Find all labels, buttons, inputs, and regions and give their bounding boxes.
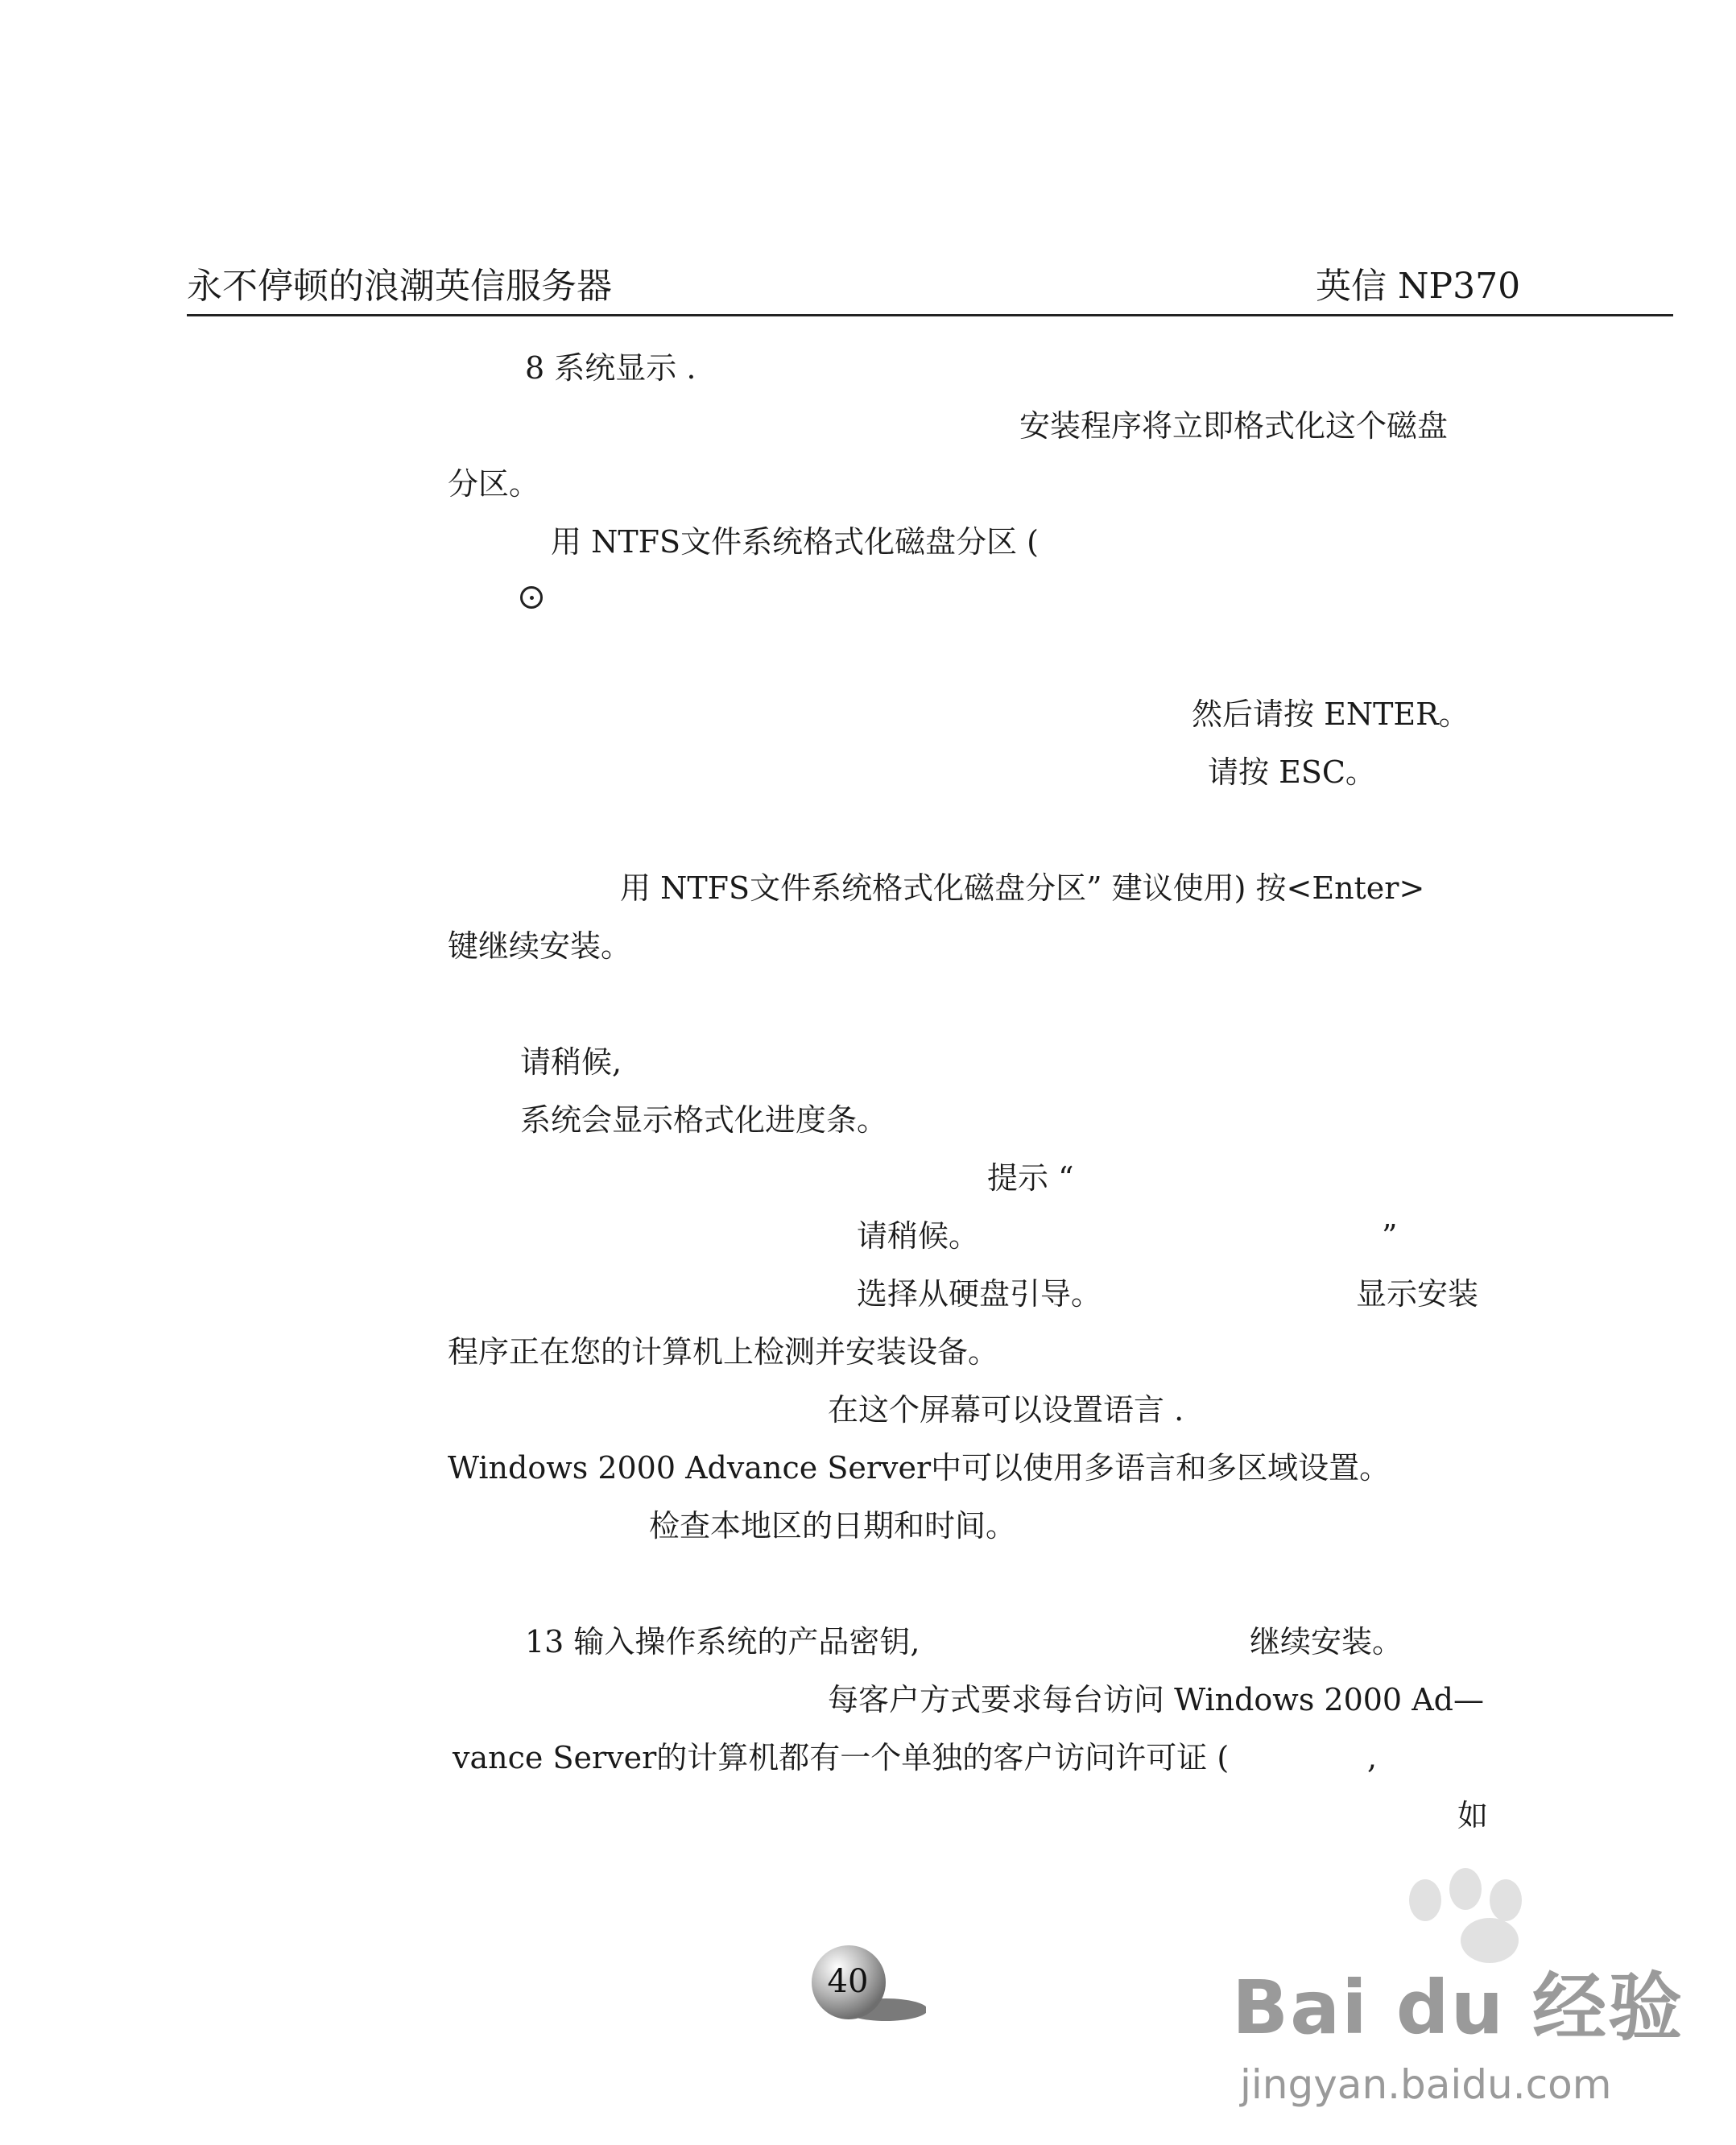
watermark-logo: Bai du 经验 (1232, 1965, 1684, 2051)
line-10: 系统会显示格式化进度条。 (520, 1102, 888, 1138)
line-6: 请按 ESC。 (1208, 754, 1376, 790)
line-11: 提示 “ (987, 1160, 1074, 1196)
line-18: 13 输入操作系统的产品密钥, (525, 1624, 920, 1659)
line-18b: 继续安装。 (1250, 1624, 1403, 1659)
line-17: 检查本地区的日期和时间。 (649, 1508, 1017, 1544)
line-20b: , (1367, 1740, 1378, 1775)
header-right-title: 英信 NP370 (1316, 266, 1521, 307)
header-left-title: 永不停顿的浪潮英信服务器 (187, 266, 612, 307)
watermark-url: jingyan.baidu.com (1240, 2061, 1612, 2108)
line-20: vance Server的计算机都有一个单独的客户访问许可证 ( (453, 1740, 1230, 1775)
line-16: Windows 2000 Advance Server中可以使用多语言和多区域设置。 (448, 1450, 1391, 1486)
line-15: 在这个屏幕可以设置语言 . (828, 1392, 1184, 1428)
line-13b: 显示安装 (1356, 1276, 1479, 1312)
line-12: 请稍候。 (857, 1218, 980, 1254)
line-8: 键继续安装。 (448, 928, 632, 964)
line-5: 然后请按 ENTER。 (1192, 696, 1469, 732)
line-4: 用 NTFS文件系统格式化磁盘分区 ( (551, 524, 1039, 560)
line-19: 每客户方式要求每台访问 Windows 2000 Ad— (828, 1682, 1484, 1717)
line-21: 如 (1457, 1798, 1489, 1833)
line-7: 用 NTFS文件系统格式化磁盘分区” 建议使用) 按<Enter> (620, 870, 1425, 906)
line-14: 程序正在您的计算机上检测并安装设备。 (448, 1334, 999, 1370)
line-2: 安装程序将立即格式化这个磁盘 (1019, 408, 1449, 444)
page-number: 40 (827, 1963, 869, 2000)
line-1: 8 系统显示 . (525, 350, 696, 386)
line-3: 分区。 (448, 466, 540, 502)
line-12b: ” (1382, 1218, 1398, 1254)
line-13: 选择从硬盘引导。 (857, 1276, 1102, 1312)
radio-symbol-icon (520, 586, 543, 609)
header-rule (187, 314, 1673, 316)
line-9: 请稍候, (520, 1044, 622, 1080)
